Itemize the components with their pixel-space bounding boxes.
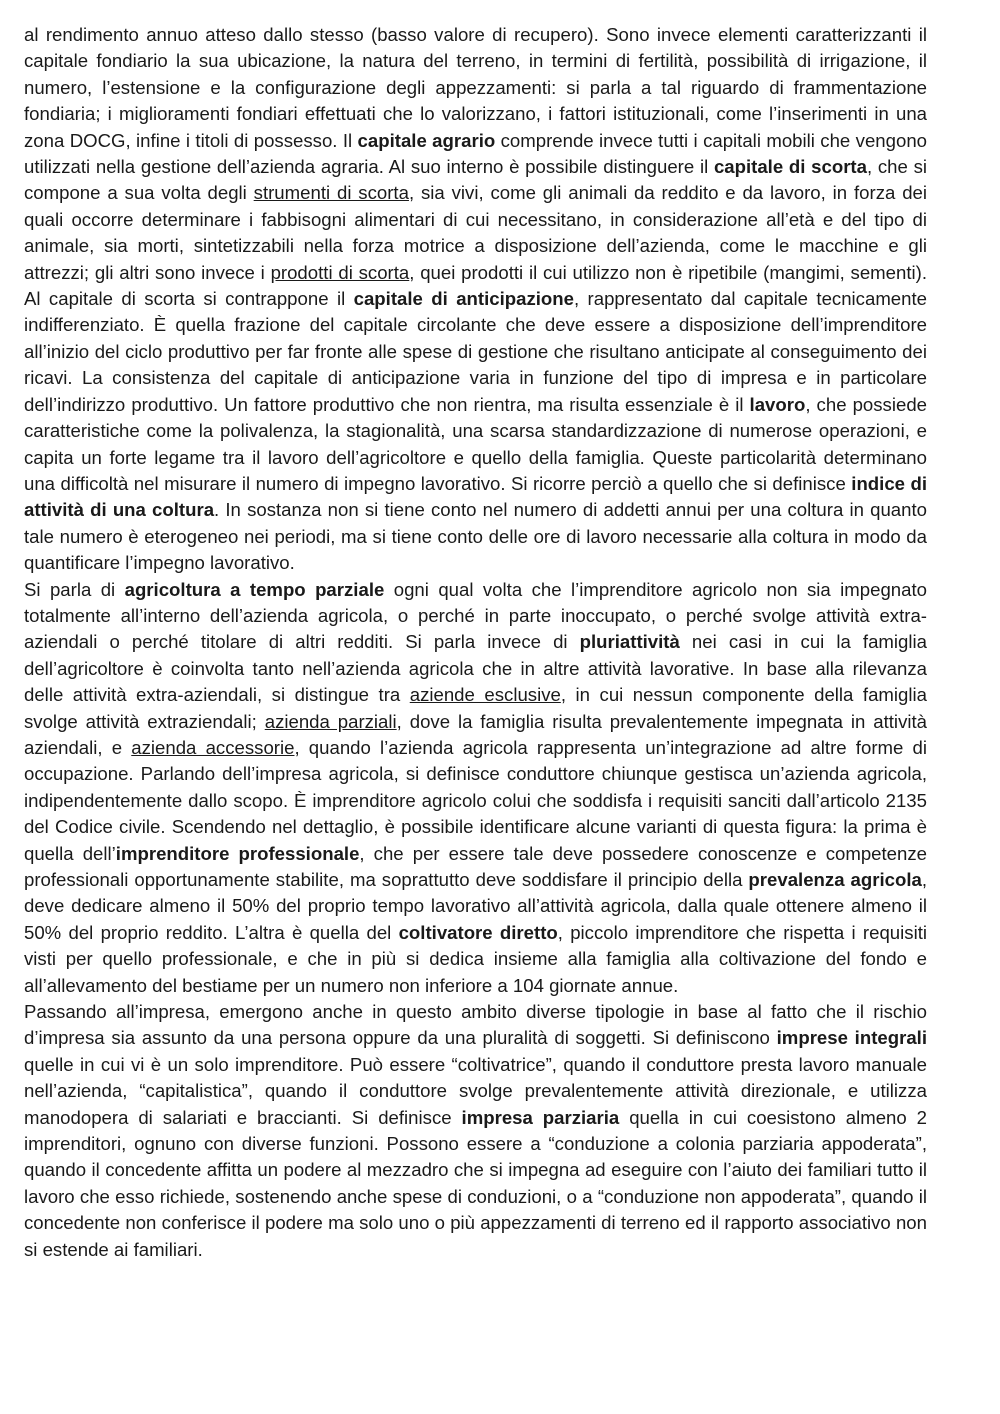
term-coltivatore-diretto: coltivatore diretto [398, 921, 558, 943]
term-prevalenza-agricola: prevalenza agricola [748, 869, 922, 890]
term-prodotti-di-scorta: prodotti di scorta [270, 261, 410, 283]
paragraph-capitale [24, 22, 927, 577]
text-run: , rappresentato dal capitale tecnicamente indifferenziato. È quella frazione del capitale circolante che deve essere a disposizione dell’imprenditore all’inizio del ciclo produttivo per far fronte alle spese di gestione che risultano anticipate al conseguimento dei ricavi. La consistenza del capitale di anticipazione varia in funzione del tipo di impresa e in particolare dell’indirizzo produttivo. Un fattore produttivo che non rientra, ma risulta essenziale è il [24, 288, 927, 415]
text-run: , in cui nessun componente della famiglia svolge attività extraziendali; [24, 684, 927, 732]
term-azienda-parziali: azienda parziali [264, 710, 397, 732]
text-run: comprende invece tutti i capitali mobili che vengono utilizzati nella gestione dell’azienda agraria. Al suo interno è possibile distinguere il [24, 129, 928, 178]
text-run: , che possiede caratteristiche come la polivalenza, la stagionalità, una scarsa standardizzazione di numerose operazioni, e capita un forte legame tra il lavoro dell’agricoltore e quello della famiglia. Queste particolarità determinano una difficoltà nel misurare il numero di impegno lavorativo. Si ricorre perciò a quello che si definisce [24, 393, 927, 494]
term-indice-di-attivita: indice di attività di una coltura [24, 472, 927, 521]
paragraph-agricoltura-tempo-parziale [24, 577, 927, 1000]
term-strumenti-di-scorta: strumenti di scorta [253, 182, 409, 204]
text-run: , che per essere tale deve possedere conoscenze e competenze professionali opportunamente stabilite, ma soprattutto deve soddisfare il principio della [24, 842, 927, 890]
term-capitale-agrario: capitale agrario [357, 129, 496, 151]
term-impresa-parziaria: impresa parziaria [461, 1106, 620, 1128]
text-run: , che si compone a sua volta degli [24, 156, 927, 204]
text-run: Si parla di [24, 578, 125, 600]
term-imprenditore-professionale: imprenditore professionale [115, 842, 360, 864]
text-run: , quando l’azienda agricola rappresenta un’integrazione ad altre forme di occupazione. Parlando dell’impresa agricola, si definisce conduttore chiunque gestisca un’azienda agricola, indipendentemente dallo scopo. È imprenditore agricolo colui che soddisfa i requisiti sanciti dall’articolo 2135 del Codice civile. Scendendo nel dettaglio, è possibile identificare alcune varianti di questa figura: la prima è quella dell’ [24, 736, 927, 864]
text-run: Passando all’impresa, emergono anche in questo ambito diverse tipologie in base al fatto che il rischio d’impresa sia assunto da una persona oppure da una pluralità di soggetti. Si definiscono [24, 1001, 927, 1049]
term-azienda-accessorie: azienda accessorie [131, 736, 295, 758]
text-run: . In sostanza non si tiene conto nel numero di addetti annui per una coltura in quanto tale numero è eterogeneo nei periodi, ma si tiene conto delle ore di lavoro necessarie alla coltura in modo da quantificare l’impegno lavorativo. [24, 499, 927, 574]
text-run: , dove la famiglia risulta prevalentemente impegnata in attività aziendali, e [24, 710, 927, 758]
text-run: , piccolo imprenditore che rispetta i requisiti visti per quello professionale, e che in più si dedica insieme alla famiglia alla coltivazione del fondo e all’allevamento del bestiame per un numero non inferiore a 104 giornate annue. [24, 921, 927, 996]
paragraph-impresa [24, 999, 927, 1263]
term-capitale-di-scorta: capitale di scorta [713, 156, 867, 178]
term-agricoltura-tempo-parziale: agricoltura a tempo parziale [124, 578, 385, 600]
text-run: ogni qual volta che l’imprenditore agricolo non sia impegnato totalmente all’interno dell’azienda agricola, o perché in parte inoccupato, o perché svolge attività extra-aziendali o perché titolare di altri redditi. Si parla invece di [24, 578, 927, 653]
term-capitale-di-anticipazione: capitale di anticipazione [353, 288, 574, 310]
text-run: quella in cui coesistono almeno 2 imprenditori, ognuno con diverse funzioni. Possono essere a “conduzione a colonia parziaria appoderata”, quando il concedente affitta un podere al mezzadro che si impegna ad eseguire con l’aiuto dei familiari tutto il lavoro che esso richiede, sostenendo anche spese di conduzioni, o a “conduzione non appoderata”, quando il concedente non conferisce il podere ma solo uno o più appezzamenti di terreno ed il rapporto associativo non si estende ai familiari. [24, 1106, 927, 1260]
term-imprese-integrali: imprese integrali [776, 1027, 928, 1049]
text-run: , sia vivi, come gli animali da reddito e da lavoro, in forza dei quali occorre determinare i fabbisogni alimentari di cui necessitano, in considerazione all’età e del tipo di animale, sia morti, sintetizzabili nella forza motrice a disposizione dell’azienda, come le macchine e gli attrezzi; gli altri sono invece i [24, 182, 928, 283]
text-run: nei casi in cui la famiglia dell’agricoltore è coinvolta tanto nell’azienda agricola che in altre attività lavorative. In base alla rilevanza delle attività extra-aziendali, si distingue tra [24, 631, 927, 706]
document-body [24, 22, 927, 1263]
term-pluriattivita: pluriattività [579, 631, 680, 653]
text-run: , quei prodotti il cui utilizzo non è ripetibile (mangimi, sementi). Al capitale di scorta si contrappone il [24, 261, 927, 310]
page-marker [480, 0, 520, 4]
term-lavoro: lavoro [749, 393, 806, 415]
text-run: , deve dedicare almeno il 50% del proprio tempo lavorativo all’attività agricola, dalla quale ottenere almeno il 50% del proprio reddito. L’altra è quella del [24, 869, 927, 943]
term-aziende-esclusive: aziende esclusive [409, 684, 561, 706]
text-run: al rendimento annuo atteso dallo stesso (basso valore di recupero). Sono invece elementi caratterizzanti il capitale fondiario la sua ubicazione, la natura del terreno, in termini di fertilità, possibilità di irrigazione, il numero, l’estensione e la configurazione degli appezzamenti: si parla a tal riguardo di frammentazione fondiaria; i miglioramenti fondiari effettuati che lo valorizzano, i fattori istituzionali, come l’inserimenti in una zona DOCG, infine i titoli di possesso. Il [24, 24, 927, 151]
text-run: quelle in cui vi è un solo imprenditore. Può essere “coltivatrice”, quando il conduttore presta lavoro manuale nell’azienda, “capitalistica”, quando il conduttore svolge prevalentemente attività direzionale, e utilizza manodopera di salariati e braccianti. Si definisce [24, 1053, 927, 1128]
